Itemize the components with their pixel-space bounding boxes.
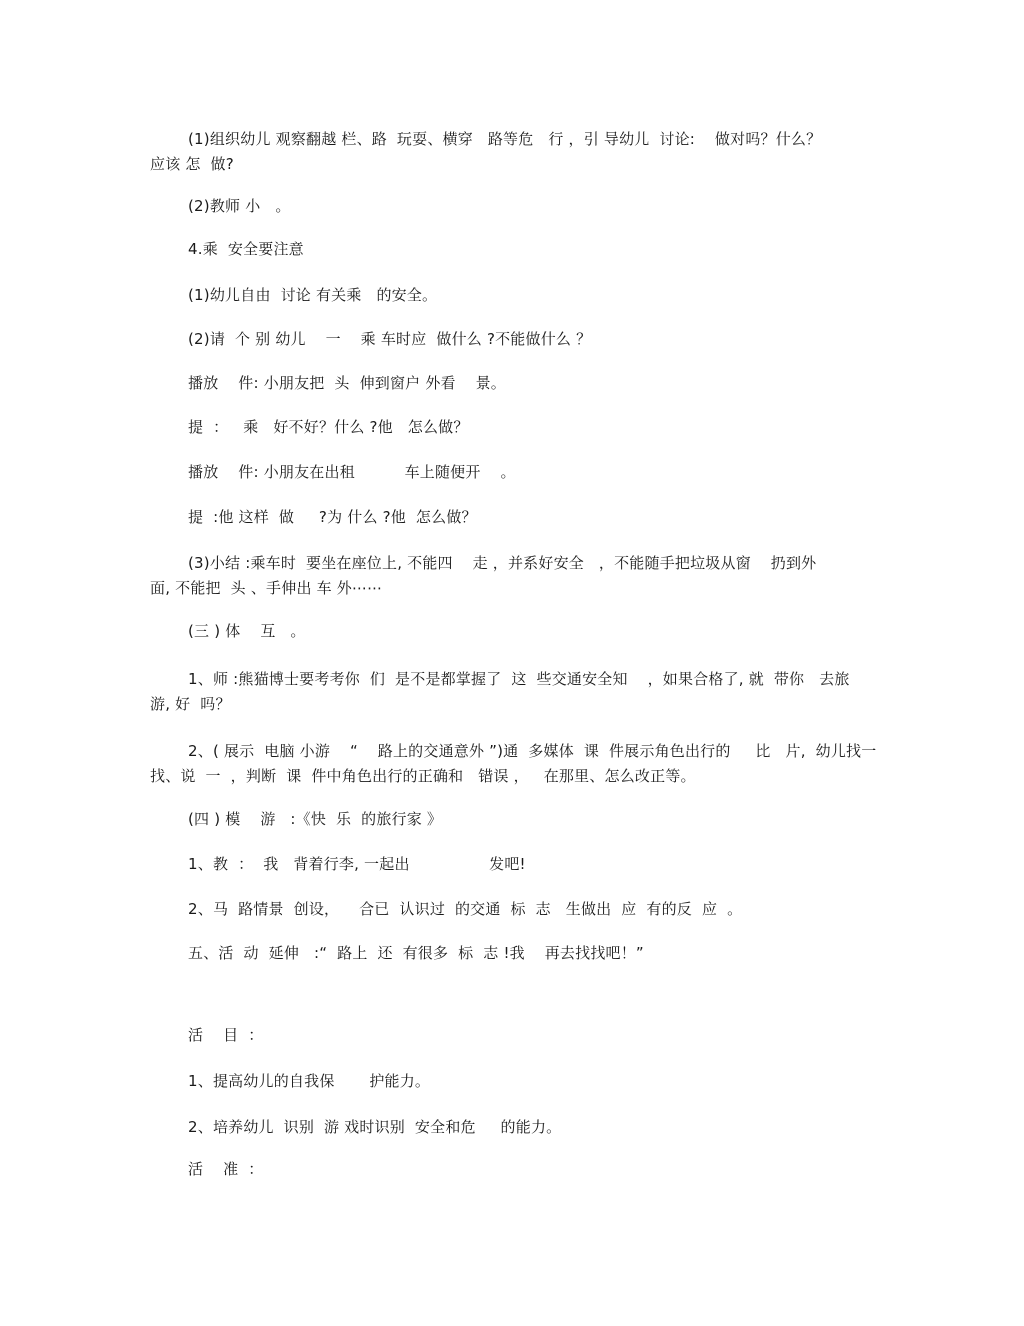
text-line-23: 1、提高幼儿的自我保 护能力。 (188, 1072, 431, 1090)
text-line-9: 播放 件: 小朋友在出租 车上随便开 。 (188, 463, 516, 481)
text-line-10: 提 :他 这样 做 ?为 什么 ?他 怎么做？ (188, 508, 477, 526)
text-line-2: 应该 怎 做? (150, 155, 234, 173)
text-line-14: 1、师 :熊猫博士要考考你 们 是不是都掌握了 这 些交通安全知 ，如果合格了, 就 带你 去旅 (188, 670, 850, 688)
text-line-6: (2)请 个 别 幼儿 一 乘 车时应 做什么 ?不能做什么 ？ (188, 330, 592, 348)
text-line-16: 2、( 展示 电脑 小游 “ 路上的交通意外 ”)通 多媒体 课 件展示角色出行的 比 片, 幼儿找一 (188, 742, 877, 760)
text-line-20: 2、马 路情景 创设， 合已 认识过 的交通 标 志 生做出 应 有的反 应 。 (188, 900, 743, 918)
text-line-5: (1)幼儿自由 讨论 有关乘 的安全。 (188, 286, 438, 304)
text-line-11: (3)小结 :乘车时 要坐在座位上, 不能四 走 ，并系好安全 ，不能随手把垃圾从窗 扔到外 (188, 554, 817, 572)
text-line-3: (2)教师 小 。 (188, 197, 291, 215)
text-line-8: 提 ： 乘 好不好？什么 ?他 怎么做？ (188, 418, 469, 436)
text-line-12: 面, 不能把 头 、手伸出 车 外⋯⋯ (150, 579, 383, 597)
text-line-17: 找、说 一 ，判断 课 件中角色出行的正确和 错误 ， 在那里、怎么改正等。 (150, 767, 696, 785)
section-heading-goals: 活 目 ： (188, 1026, 264, 1044)
text-line-7: 播放 件: 小朋友把 头 伸到窗户 外看 景。 (188, 374, 507, 392)
section-heading-3: (三 ) 体 互 。 (188, 622, 306, 640)
text-line-15: 游, 好 吗？ (150, 695, 231, 713)
text-line-1: (1)组织幼儿 观察翻越 栏、路 玩耍、横穿 路等危 行 ，引 导幼儿 讨论: 做对吗？什么？ (188, 130, 822, 148)
section-heading-prep: 活 准 ： (188, 1160, 264, 1178)
section-heading-4: 4.乘 安全要注意 (188, 240, 304, 258)
text-line-19: 1、教 ： 我 背着行李, 一起出 发吧! (188, 855, 526, 873)
section-heading-4b: (四 ) 模 游 :《快 乐 的旅行家 》 (188, 810, 443, 828)
text-line-24: 2、培养幼儿 识别 游 戏时识别 安全和危 的能力。 (188, 1118, 562, 1136)
section-heading-5: 五、活 动 延伸 :“ 路上 还 有很多 标 志 !我 再去找找吧！” (188, 944, 644, 962)
